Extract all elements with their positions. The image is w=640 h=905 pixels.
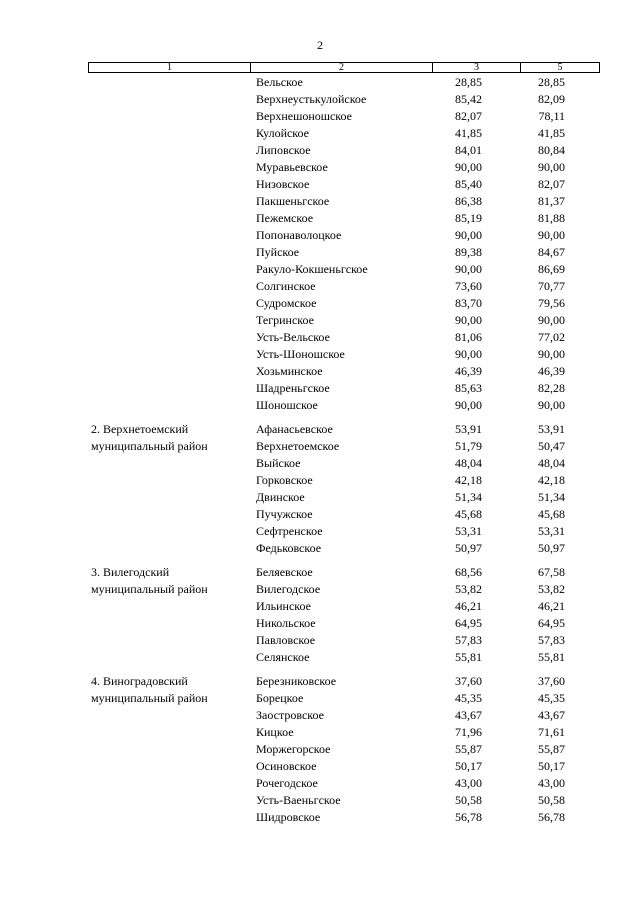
table-row xyxy=(0,741,640,758)
settlement-name: Усть-Шоношское xyxy=(256,347,345,361)
district-name-line1: 3. Вилегодский xyxy=(91,565,170,579)
table-row xyxy=(0,690,640,707)
settlement-name: Вилегодское xyxy=(256,582,321,596)
value-col-3: 81,06 xyxy=(455,330,482,344)
table-row xyxy=(0,421,640,438)
value-col-3: 28,85 xyxy=(455,75,482,89)
value-col-5: 80,84 xyxy=(538,143,565,157)
settlement-name: Тегринское xyxy=(256,313,314,327)
settlement-name: Липовское xyxy=(256,143,311,157)
table-row xyxy=(0,159,640,176)
column-header-3: 3 xyxy=(433,63,521,72)
table-row xyxy=(0,598,640,615)
table-body xyxy=(0,74,640,833)
value-col-3: 71,96 xyxy=(455,725,482,739)
value-col-3: 56,78 xyxy=(455,810,482,824)
value-col-3: 43,67 xyxy=(455,708,482,722)
value-col-5: 43,00 xyxy=(538,776,565,790)
value-col-5: 71,61 xyxy=(538,725,565,739)
settlement-name: Пуйское xyxy=(256,245,300,259)
settlement-name: Усть-Ваеньгское xyxy=(256,793,341,807)
table-row xyxy=(0,455,640,472)
settlement-name: Верхнетоемское xyxy=(256,439,340,453)
column-header-1: 1 xyxy=(89,63,251,72)
value-col-5: 51,34 xyxy=(538,490,565,504)
table-row xyxy=(0,673,640,690)
value-col-3: 51,79 xyxy=(455,439,482,453)
value-col-5: 90,00 xyxy=(538,313,565,327)
value-col-5: 50,47 xyxy=(538,439,565,453)
value-col-5: 57,83 xyxy=(538,633,565,647)
value-col-3: 46,39 xyxy=(455,364,482,378)
table-row xyxy=(0,108,640,125)
value-col-5: 53,91 xyxy=(538,422,565,436)
table-row xyxy=(0,724,640,741)
settlement-name: Хозьминское xyxy=(256,364,323,378)
district-group xyxy=(0,564,640,666)
value-col-5: 82,07 xyxy=(538,177,565,191)
value-col-3: 90,00 xyxy=(455,347,482,361)
value-col-5: 78,11 xyxy=(538,109,565,123)
value-col-3: 73,60 xyxy=(455,279,482,293)
table-row xyxy=(0,615,640,632)
settlement-name: Солгинское xyxy=(256,279,316,293)
value-col-3: 90,00 xyxy=(455,398,482,412)
settlement-name: Моржегорское xyxy=(256,742,331,756)
value-col-3: 85,40 xyxy=(455,177,482,191)
value-col-3: 42,18 xyxy=(455,473,482,487)
value-col-5: 79,56 xyxy=(538,296,565,310)
value-col-3: 64,95 xyxy=(455,616,482,630)
settlement-name: Борецкое xyxy=(256,691,304,705)
settlement-name: Выйское xyxy=(256,456,301,470)
value-col-3: 90,00 xyxy=(455,160,482,174)
column-header-5: 5 xyxy=(557,62,563,73)
settlement-name: Верхнеустькулойское xyxy=(256,92,367,106)
value-col-5: 55,81 xyxy=(538,650,565,664)
settlement-name: Двинское xyxy=(256,490,305,504)
settlement-name: Кулойское xyxy=(256,126,310,140)
table-row xyxy=(0,523,640,540)
settlement-name: Осиновское xyxy=(256,759,317,773)
settlement-name: Попонаволоцкое xyxy=(256,228,342,242)
page-number: 2 xyxy=(317,38,323,52)
value-col-3: 84,01 xyxy=(455,143,482,157)
value-col-3: 90,00 xyxy=(455,228,482,242)
value-col-3: 50,17 xyxy=(455,759,482,773)
settlement-name: Сефтренское xyxy=(256,524,323,538)
district-name-line2: муниципальный район xyxy=(91,691,208,705)
table-row xyxy=(0,775,640,792)
table-row xyxy=(0,176,640,193)
settlement-name: Афанасьевское xyxy=(256,422,333,436)
value-col-5: 90,00 xyxy=(538,347,565,361)
settlement-name: Шидровское xyxy=(256,810,321,824)
settlement-name: Никольское xyxy=(256,616,316,630)
value-col-5: 67,58 xyxy=(538,565,565,579)
table-row xyxy=(0,142,640,159)
table-row xyxy=(0,125,640,142)
value-col-5: 90,00 xyxy=(538,398,565,412)
settlement-name: Вельское xyxy=(256,75,303,89)
settlement-name: Верхнешоношское xyxy=(256,109,352,123)
value-col-3: 50,58 xyxy=(455,793,482,807)
table-row xyxy=(0,346,640,363)
settlement-name: Федьковское xyxy=(256,541,322,555)
district-group xyxy=(0,421,640,557)
table-row xyxy=(0,210,640,227)
value-col-3: 82,07 xyxy=(455,109,482,123)
settlement-name: Ракуло-Кокшеньгское xyxy=(256,262,368,276)
table-row xyxy=(0,792,640,809)
value-col-3: 43,00 xyxy=(455,776,482,790)
value-col-3: 41,85 xyxy=(455,126,482,140)
value-col-3: 90,00 xyxy=(455,313,482,327)
district-name-line2: муниципальный район xyxy=(91,439,208,453)
table-row xyxy=(0,227,640,244)
value-col-5: 90,00 xyxy=(538,160,565,174)
value-col-5: 64,95 xyxy=(538,616,565,630)
table-row xyxy=(0,329,640,346)
value-col-3: 85,42 xyxy=(455,92,482,106)
settlement-name: Судромское xyxy=(256,296,317,310)
table-row xyxy=(0,74,640,91)
table-row xyxy=(0,438,640,455)
value-col-3: 46,21 xyxy=(455,599,482,613)
value-col-5: 45,68 xyxy=(538,507,565,521)
settlement-name: Усть-Вельское xyxy=(256,330,330,344)
district-name-line1: 4. Виноградовский xyxy=(91,674,188,688)
table-row xyxy=(0,649,640,666)
table-row xyxy=(0,193,640,210)
table-row xyxy=(0,707,640,724)
value-col-5: 56,78 xyxy=(538,810,565,824)
value-col-5: 46,21 xyxy=(538,599,565,613)
value-col-5: 53,82 xyxy=(538,582,565,596)
value-col-5: 41,85 xyxy=(538,126,565,140)
settlement-name: Беляевское xyxy=(256,565,313,579)
value-col-5: 53,31 xyxy=(538,524,565,538)
table-row xyxy=(0,506,640,523)
table-row xyxy=(0,758,640,775)
value-col-5: 50,97 xyxy=(538,541,565,555)
district-group xyxy=(0,673,640,826)
value-col-3: 89,38 xyxy=(455,245,482,259)
settlement-name: Ильинское xyxy=(256,599,311,613)
table-row xyxy=(0,380,640,397)
value-col-3: 55,87 xyxy=(455,742,482,756)
value-col-5: 84,67 xyxy=(538,245,565,259)
value-col-3: 37,60 xyxy=(455,674,482,688)
settlement-name: Шадреньгское xyxy=(256,381,330,395)
settlement-name: Муравьевское xyxy=(256,160,328,174)
value-col-3: 50,97 xyxy=(455,541,482,555)
table-row xyxy=(0,564,640,581)
district-name-line1: 2. Верхнетоемский xyxy=(91,422,189,436)
table-row xyxy=(0,278,640,295)
value-col-5: 86,69 xyxy=(538,262,565,276)
value-col-3: 51,34 xyxy=(455,490,482,504)
table-row xyxy=(0,312,640,329)
value-col-3: 83,70 xyxy=(455,296,482,310)
value-col-5: 81,37 xyxy=(538,194,565,208)
settlement-name: Кицкое xyxy=(256,725,294,739)
value-col-5: 50,17 xyxy=(538,759,565,773)
value-col-3: 45,68 xyxy=(455,507,482,521)
settlement-name: Павловское xyxy=(256,633,316,647)
settlement-name: Рочегодское xyxy=(256,776,318,790)
table-row xyxy=(0,581,640,598)
table-row xyxy=(0,91,640,108)
value-col-5: 77,02 xyxy=(538,330,565,344)
value-col-3: 53,82 xyxy=(455,582,482,596)
table-row xyxy=(0,244,640,261)
settlement-name: Березниковское xyxy=(256,674,337,688)
value-col-5: 82,28 xyxy=(538,381,565,395)
table-row xyxy=(0,363,640,380)
table-row xyxy=(0,295,640,312)
value-col-5: 70,77 xyxy=(538,279,565,293)
table-row xyxy=(0,809,640,826)
settlement-name: Селянское xyxy=(256,650,310,664)
value-col-3: 45,35 xyxy=(455,691,482,705)
value-col-5: 50,58 xyxy=(538,793,565,807)
table-row xyxy=(0,489,640,506)
value-col-3: 55,81 xyxy=(455,650,482,664)
value-col-5: 28,85 xyxy=(538,75,565,89)
value-col-3: 53,91 xyxy=(455,422,482,436)
table-row xyxy=(0,540,640,557)
district-group xyxy=(0,74,640,414)
settlement-name: Заостровское xyxy=(256,708,324,722)
value-col-3: 53,31 xyxy=(455,524,482,538)
column-header-2: 2 xyxy=(251,63,433,72)
value-col-3: 85,63 xyxy=(455,381,482,395)
table-row xyxy=(0,472,640,489)
value-col-3: 86,38 xyxy=(455,194,482,208)
value-col-5: 81,88 xyxy=(538,211,565,225)
value-col-5: 43,67 xyxy=(538,708,565,722)
table-row xyxy=(0,261,640,278)
settlement-name: Шоношское xyxy=(256,398,318,412)
table-row xyxy=(0,632,640,649)
value-col-5: 37,60 xyxy=(538,674,565,688)
value-col-3: 57,83 xyxy=(455,633,482,647)
settlement-name: Пакшеньгское xyxy=(256,194,330,208)
value-col-5: 90,00 xyxy=(538,228,565,242)
settlement-name: Пучужское xyxy=(256,507,313,521)
value-col-5: 42,18 xyxy=(538,473,565,487)
table-row xyxy=(0,397,640,414)
settlement-name: Низовское xyxy=(256,177,310,191)
value-col-3: 85,19 xyxy=(455,211,482,225)
table-header xyxy=(88,62,600,73)
settlement-name: Горковское xyxy=(256,473,313,487)
settlement-name: Пежемское xyxy=(256,211,314,225)
value-col-3: 90,00 xyxy=(455,262,482,276)
value-col-5: 48,04 xyxy=(538,456,565,470)
value-col-3: 48,04 xyxy=(455,456,482,470)
district-name-line2: муниципальный район xyxy=(91,582,208,596)
value-col-5: 45,35 xyxy=(538,691,565,705)
value-col-5: 46,39 xyxy=(538,364,565,378)
value-col-3: 68,56 xyxy=(455,565,482,579)
value-col-5: 82,09 xyxy=(538,92,565,106)
value-col-5: 55,87 xyxy=(538,742,565,756)
